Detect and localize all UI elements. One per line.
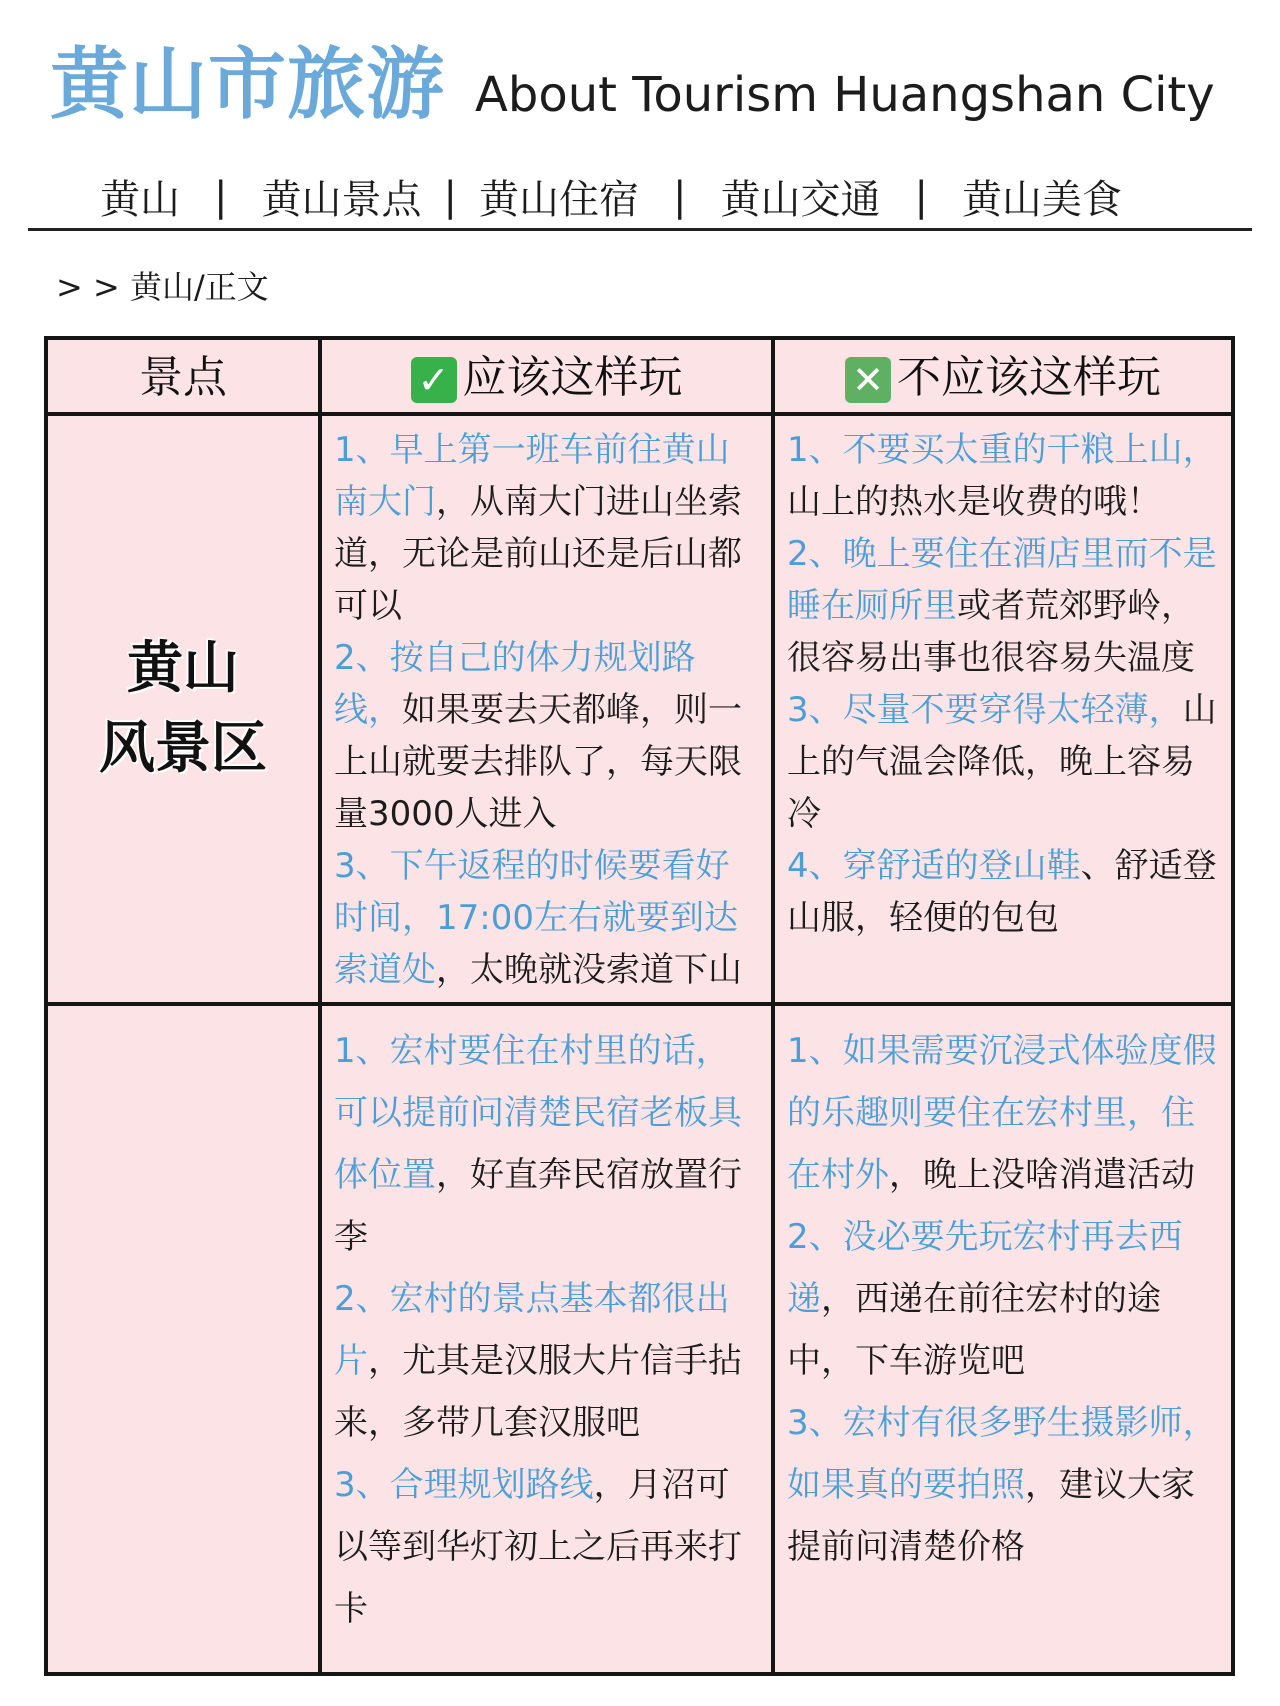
do-cell (320, 414, 773, 1004)
top-nav (28, 168, 1252, 225)
header-dont-label: 不应该这样玩 (897, 352, 1161, 403)
header-do-label: 应该这样玩 (462, 352, 683, 403)
header-dont (773, 338, 1233, 414)
tip-highlight: 1、早上第一班车前往黄山南大门 (334, 430, 730, 523)
tip-text: 山上的热水是收费的哦！ (787, 482, 1161, 523)
spot-name-line: 风景区 (99, 716, 267, 782)
spot-name-cell (46, 414, 320, 1004)
breadcrumb[interactable]: > > 黄山/正文 (56, 268, 269, 306)
tip-item (787, 840, 1221, 944)
site-title: 黄山市旅游 (50, 40, 446, 130)
comparison-table (44, 336, 1235, 1676)
page-header (50, 22, 1215, 134)
tip-highlight: 2、宏村的景点基本都很出片 (334, 1278, 730, 1381)
tip-text: 、舒适登山服，轻便的包包 (787, 846, 1217, 939)
dont-cell (773, 414, 1233, 1004)
nav-divider (28, 228, 1252, 231)
table-row (46, 1004, 1233, 1674)
dont-cell (773, 1004, 1233, 1674)
nav-separator: | (672, 173, 687, 220)
header-do (320, 338, 773, 414)
tip-item (787, 424, 1221, 528)
nav-item-attractions[interactable]: 黄山景点 (261, 177, 422, 223)
tip-text: ，月沼可以等到华灯初上之后再来打卡 (334, 1464, 742, 1629)
tip-text: ，西递在前往宏村的途中，下车游览吧 (787, 1278, 1161, 1381)
tip-highlight: 2、晚上要住在酒店里而不是睡在厕所里 (787, 534, 1217, 627)
tip-highlight: 1、如果需要沉浸式体验度假的乐趣则要住在宏村里，住在村外 (787, 1030, 1217, 1195)
tip-item (334, 840, 761, 996)
do-cell (320, 1004, 773, 1674)
tip-text: ，建议大家提前问清楚价格 (787, 1464, 1195, 1567)
tip-highlight: 3、尽量不要穿得太轻薄， (787, 690, 1183, 731)
tip-highlight: 4、穿舒适的登山鞋 (787, 846, 1081, 887)
tip-text: ，尤其是汉服大片信手拈来，多带几套汉服吧 (334, 1340, 742, 1443)
tip-item (787, 1020, 1221, 1206)
tip-text: ，好直奔民宿放置行李 (334, 1154, 742, 1257)
cross-icon: ✕ (845, 357, 891, 403)
tip-highlight: 3、合理规划路线 (334, 1464, 594, 1505)
spot-name-cell (46, 1004, 320, 1674)
tip-text: 山上的气温会降低，晚上容易冷 (787, 690, 1217, 835)
tip-text: 如果要去天都峰，则一上山就要去排队了，每天限量3000人进入 (334, 690, 742, 835)
tip-text: ，太晚就没索道下山 (436, 950, 742, 991)
nav-separator: | (443, 173, 457, 220)
tip-item (334, 632, 761, 840)
tip-item (787, 528, 1221, 684)
nav-separator: | (214, 173, 228, 220)
tip-highlight: 1、不要买太重的干粮上山， (787, 430, 1217, 471)
nav-item-huangshan[interactable]: 黄山 (100, 177, 180, 223)
nav-item-accommodation[interactable]: 黄山住宿 (478, 177, 639, 223)
nav-separator: | (914, 173, 928, 220)
tip-text: ，晚上没啥消遣活动 (889, 1154, 1195, 1195)
tip-item (787, 684, 1221, 840)
tip-highlight: 3、下午返程的时候要看好时间，17:00左右就要到达索道处 (334, 846, 738, 991)
tip-highlight: 2、没必要先玩宏村再去西递 (787, 1216, 1183, 1319)
tip-text: ，从南大门进山坐索道，无论是前山还是后山都可以 (334, 482, 742, 627)
nav-item-food[interactable]: 黄山美食 (961, 177, 1122, 223)
tip-item (787, 1206, 1221, 1392)
tip-item (334, 1020, 761, 1268)
table-header-row (46, 338, 1233, 414)
tip-highlight: 3、宏村有很多野生摄影师，如果真的要拍照 (787, 1402, 1217, 1505)
header-spot: 景点 (46, 338, 320, 414)
tip-item (787, 1392, 1221, 1578)
tip-item (334, 1268, 761, 1454)
table-row (46, 414, 1233, 1004)
spot-name-line: 黄山 (127, 636, 239, 702)
tip-item (334, 424, 761, 632)
site-subtitle: About Tourism Huangshan City (475, 67, 1215, 123)
tip-highlight: 2、按自己的体力规划路线， (334, 638, 696, 731)
tip-text: 或者荒郊野岭，很容易出事也很容易失温度 (787, 586, 1195, 679)
tip-highlight: 1、宏村要住在村里的话，可以提前问清楚民宿老板具体位置 (334, 1030, 742, 1195)
tip-item (334, 1454, 761, 1640)
nav-item-transport[interactable]: 黄山交通 (720, 177, 881, 223)
check-icon: ✓ (411, 357, 457, 403)
